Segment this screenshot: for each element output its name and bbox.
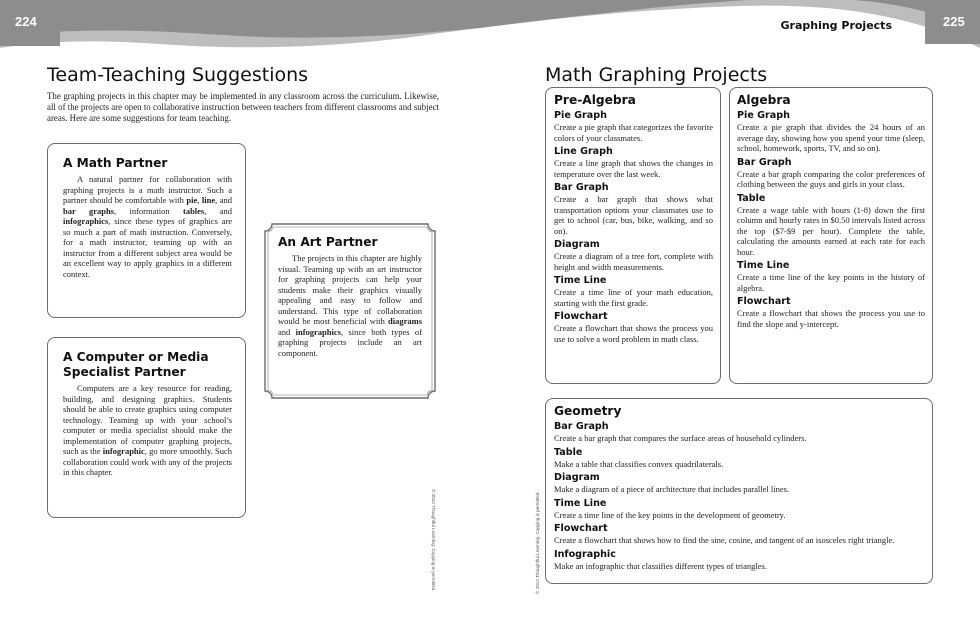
project-description: Create a time line of your math education, starting with the first grade. — [554, 287, 713, 308]
pre-algebra-heading: Pre-Algebra — [554, 93, 636, 107]
project-description: Create a time line of the key points in the history of algebra. — [737, 272, 925, 293]
text-run: The projects in this chapter are highly visual. Teaming up with an art instructor for graphing projects can help your students make their graphics visually appealing and easy to follow and understand. This type of collaboration would be most beneficial with — [278, 253, 422, 326]
bold-term: infographic — [102, 446, 145, 456]
text-run: , — [197, 195, 202, 205]
math-partner-box — [47, 143, 246, 318]
bold-term: infographics — [295, 326, 341, 337]
media-partner-heading: A Computer or Media Specialist Partner — [63, 350, 209, 379]
bold-term: tables — [182, 205, 205, 216]
art-partner-heading: An Art Partner — [278, 235, 378, 249]
art-partner-text — [278, 253, 422, 358]
math-partner-text — [63, 174, 232, 279]
project-label: Bar Graph — [554, 421, 609, 432]
project-label: Diagram — [554, 239, 600, 250]
text-run: , go more smoothly. Such collaboration could work with any of the projects in this chapter. — [63, 446, 233, 477]
algebra-list — [737, 110, 925, 329]
algebra-box — [729, 87, 933, 384]
project-description: Create a bar graph that shows what transportation options your classmates use to get to school (car, bus, bike, walking, and so on). — [554, 194, 713, 236]
left-page-title: Team-Teaching Suggestions — [47, 64, 309, 86]
text-run: , information — [114, 205, 183, 216]
media-partner-box — [47, 337, 246, 518]
project-description: Create a time line of the key points in the development of geometry. — [554, 509, 786, 520]
project-description: Create a flowchart that shows the process you use to find the slope and y-intercept. — [737, 308, 925, 329]
project-description: Create a flowchart that shows how to find the sine, cosine, and tangent of an isosceles right triangle. — [554, 535, 895, 545]
project-description: Create a bar graph that compares the surface areas of household cylinders. — [554, 433, 807, 443]
text-run: and — [278, 326, 296, 337]
right-page-title: Math Graphing Projects — [545, 64, 768, 86]
project-label: Bar Graph — [554, 182, 609, 193]
bold-term: bar graphs — [63, 205, 114, 216]
project-description: Create a wage table with hours (1-8) down the first column and hourly rates in $0.50 intervals listed across the top ($7-$9 per hour). Complete the table, calculating the amounts earned at each rate for each hour. — [737, 204, 925, 257]
project-label: Flowchart — [554, 523, 608, 534]
running-head: Graphing Projects — [780, 19, 892, 32]
project-description: Make a table that classifies convex quadrilaterals. — [554, 458, 724, 469]
art-partner-box — [278, 235, 422, 358]
project-description: Create a line graph that shows the changes in temperature over the last week. — [554, 158, 713, 179]
media-partner-text — [63, 383, 232, 478]
text-run: Computers are a key resource for reading, building, and designing graphics. Students should be able to create graphics using computer technology. Teaming up with your school’s computer or media specialist should make the implementation of computer graphing projects, such as the — [63, 383, 232, 456]
project-description: Create a flowchart that shows the process you use to solve a word problem in math class. — [554, 323, 713, 344]
left-copyright: © 2012 Thoughtful Learning. Copying is permitted. — [431, 489, 436, 592]
project-description: Make a diagram of a piece of architecture that includes parallel lines. — [554, 484, 790, 494]
text-run: , since these types of graphics are so much a part of math instruction. Conversely, for a math instructor, teaming up with an instructor from a different subject area would be an excellent way to apply graphics in a different context. — [63, 216, 232, 279]
project-description: Create a bar graph comparing the color preferences of clothing between the guys and girls in your class. — [737, 168, 925, 189]
geometry-list — [554, 421, 925, 571]
project-description: Make an infographic that classifies different types of triangles. — [554, 560, 767, 571]
math-partner-heading: A Math Partner — [63, 156, 168, 170]
project-label: Table — [554, 446, 583, 458]
project-label: Pie Graph — [554, 110, 607, 121]
project-label: Bar Graph — [737, 156, 792, 168]
geometry-heading: Geometry — [554, 404, 622, 418]
algebra-heading: Algebra — [737, 93, 791, 107]
bold-term: diagrams — [388, 316, 422, 326]
project-label: Pie Graph — [737, 110, 790, 121]
project-label: Time Line — [554, 497, 607, 509]
pre-algebra-list — [554, 110, 713, 344]
project-description: Create a pie graph that categorizes the favorite colors of your classmates. — [554, 122, 713, 143]
project-label: Time Line — [554, 275, 607, 286]
intro-paragraph: The graphing projects in this chapter may be implemented in any classroom across the curriculum. Likewise, all of the projects are open to collaborative instruction between teachers from different classrooms and subject areas. Here are some suggestions for team teaching. — [47, 91, 439, 124]
bold-term: infographics — [63, 216, 109, 226]
project-label: Diagram — [554, 472, 600, 483]
pre-algebra-box — [545, 87, 721, 384]
right-page-number: 225 — [943, 14, 965, 29]
left-page-number: 224 — [15, 14, 37, 29]
project-label: Infographic — [554, 548, 616, 560]
text-run: , and — [215, 195, 233, 205]
project-label: Line Graph — [554, 146, 613, 157]
project-label: Time Line — [737, 260, 790, 271]
project-label: Flowchart — [737, 296, 791, 307]
text-run: , and — [204, 205, 232, 216]
project-description: Create a diagram of a tree fort, complete with height and width measurements. — [554, 251, 713, 272]
text-run: A natural partner for collaboration with graphing projects is a math instructor. Such a partner should be comfortable with — [63, 174, 232, 205]
project-label: Table — [737, 192, 766, 204]
text-run: , since both types of graphing projects include an art component. — [278, 326, 422, 358]
project-label: Flowchart — [554, 311, 608, 322]
right-copyright: © 2012 Thoughtful Learning. Copying is permitted. — [535, 491, 540, 594]
project-description: Create a pie graph that divides the 24 hours of an average day, showing how you spend your time (sleep, school, homework, sports, TV, and so on). — [737, 122, 925, 153]
geometry-box — [545, 398, 933, 584]
bold-term: line — [201, 195, 216, 205]
bold-term: pie — [186, 195, 198, 205]
